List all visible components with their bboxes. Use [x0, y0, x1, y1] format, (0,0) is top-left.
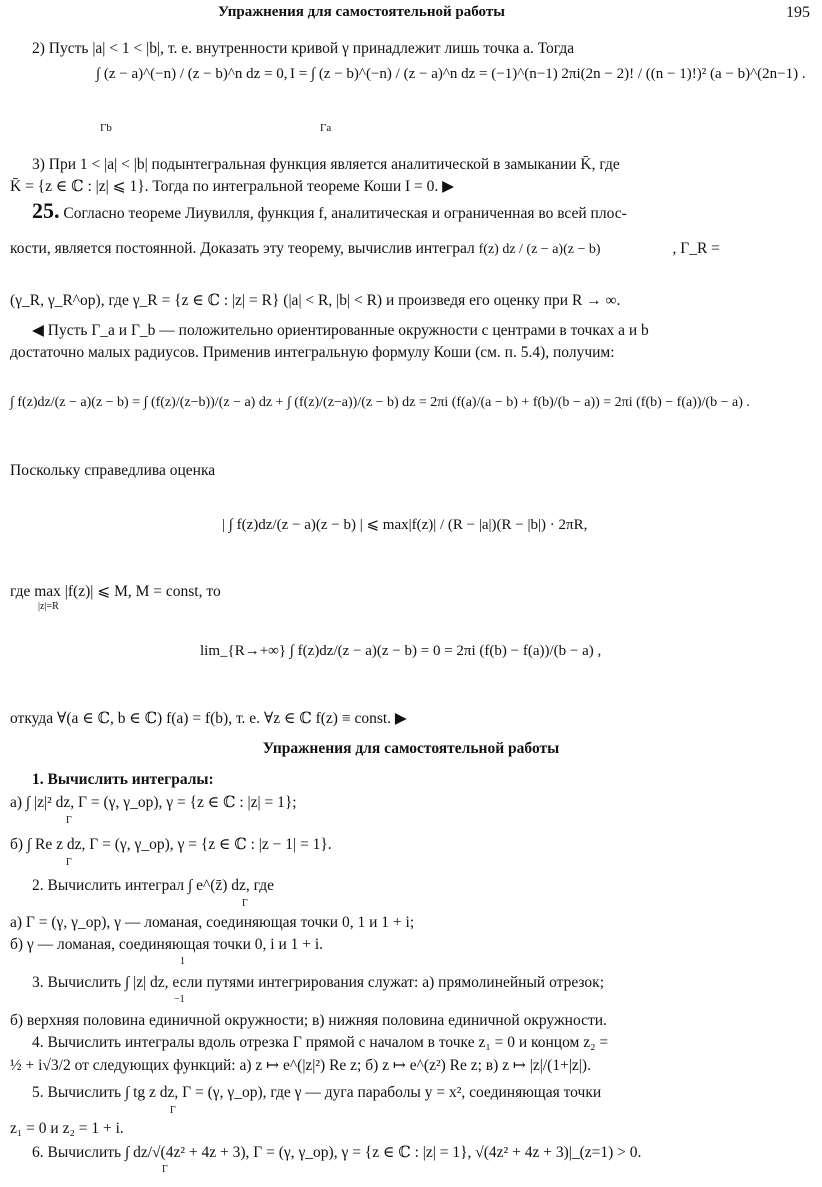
exercise-1b: б) ∫ Re z dz, Γ = (γ, γ_op), γ = {z ∈ ℂ : |z − 1| = 1}.: [10, 836, 332, 853]
exercise-2: 2. Вычислить интеграл ∫ e^(z̄) dz, где: [32, 877, 275, 894]
text-line-3: 3) При 1 < |a| < |b| подынтегральная функция является аналитической в замыкании K̄, где: [32, 156, 620, 173]
exercise-3b: б) верхняя половина единичной окружности; в) нижняя половина единичной окружности.: [10, 1012, 607, 1029]
problem-25-text-a: Согласно теореме Лиувилля, функция f, аналитическая и ограниченная во всей плос-: [63, 205, 627, 222]
proof-line-2: достаточно малых радиусов. Применив интегральную формулу Коши (см. п. 5.4), получим:: [10, 344, 615, 361]
exercise-1a: а) ∫ |z|² dz, Γ = (γ, γ_op), γ = {z ∈ ℂ : |z| = 1};: [10, 794, 297, 811]
where-text: где max |f(z)| ⩽ M, M = const, то: [10, 583, 221, 600]
exercise-2b: б) γ — ломаная, соединяющая точки 0, i и 1 + i.: [10, 936, 324, 953]
formula-1a-text: ∫ (z − a)^(−n) / (z − b)^n dz = 0,: [96, 66, 288, 82]
proof-line-1: ◀ Пусть Γ_a и Γ_b — положительно ориентированные окружности с центрами в точках a и b: [32, 322, 649, 339]
problem-25-line-3: (γ_R, γ_R^op), где γ_R = {z ∈ ℂ : |z| = R} (|a| < R, |b| < R) и произведя его оценку при R → ∞.: [10, 292, 621, 309]
exercises-title: Упражнения для самостоятельной работы: [262, 740, 560, 757]
cauchy-formula: ∫ f(z)dz/(z − a)(z − b) = ∫ (f(z)/(z−b))/(z − a) dz + ∫ (f(z)/(z−a))/(z − b) dz = 2πi (f(a)/(a − b) + f(b)/(b − a)) = 2πi (f(b) − f(a))/(b − a) .: [10, 395, 750, 410]
exercise-6: 6. Вычислить ∫ dz/√(4z² + 4z + 3), Γ = (γ, γ_op), γ = {z ∈ ℂ : |z| = 1}, √(4z² + 4z + 3)|_(z=1) > 0.: [32, 1144, 642, 1161]
formula-1a: [96, 66, 288, 134]
exercise-5-sub: Γ: [170, 1105, 176, 1116]
formula-1b-text: I = ∫ (z − b)^(−n) / (z − a)^n dz = (−1)^(n−1) 2πi(2n − 2)! / ((n − 1)!)² (a − b)^(2n−1) .: [290, 66, 806, 82]
problem-25-line-2: [10, 240, 720, 259]
exercise-3-upper: 1: [180, 956, 185, 967]
exercise-3: 3. Вычислить ∫ |z| dz, если путями интегрирования служат: а) прямолинейный отрезок;: [32, 974, 605, 991]
text-line-4: K̄ = {z ∈ ℂ : |z| ⩽ 1}. Тогда по интегральной теореме Коши I = 0. ▶: [10, 178, 455, 195]
exercise-1-text: 1. Вычислить интегралы:: [32, 771, 214, 788]
problem-25-integral: [479, 240, 669, 259]
conclusion-line: откуда ∀(a ∈ ℂ, b ∈ ℂ) f(a) = f(b), т. е. ∀z ∈ ℂ f(z) ≡ const. ▶: [10, 710, 407, 727]
exercise-2-sub: Γ: [242, 898, 248, 909]
exercise-4b: ½ + i√3/2 от следующих функций: а) z ↦ e^(|z|²) Re z; б) z ↦ e^(z²) Re z; в) z ↦ |z|/(1+|z|).: [10, 1057, 591, 1074]
exercise-5b: z₁ = 0 и z₂ = 1 + i.: [10, 1120, 124, 1137]
problem-25-text-b-tail: , Γ_R =: [672, 240, 720, 257]
formula-1b: [290, 66, 806, 134]
exercise-1b-sub: Γ: [66, 857, 72, 868]
formula-1a-sub: Γb: [100, 122, 112, 134]
problem-25-line-1: [32, 198, 627, 223]
estimate-intro: Поскольку справедлива оценка: [10, 462, 216, 479]
problem-25-integral-text: f(z) dz / (z − a)(z − b): [478, 242, 601, 257]
running-title: Упражнения для самостоятельной работы: [218, 4, 505, 20]
text-line-1: 2) Пусть |a| < 1 < |b|, т. е. внутренности кривой γ принадлежит лишь точка a. Тогда: [32, 40, 575, 57]
page-number: 195: [786, 4, 810, 21]
where-line: [10, 583, 221, 601]
exercise-1a-sub: Γ: [66, 815, 72, 826]
formula-1b-sub: Γa: [320, 122, 332, 134]
exercise-4a: 4. Вычислить интегралы вдоль отрезка Γ прямой с началом в точке z₁ = 0 и концом z₂ =: [32, 1034, 609, 1051]
problem-25-text-b: кости, является постоянной. Доказать эту теорему, вычислив интеграл: [10, 240, 475, 257]
exercise-3-lower: −1: [174, 994, 185, 1005]
exercise-1: [32, 771, 214, 789]
exercise-5a: 5. Вычислить ∫ tg z dz, Γ = (γ, γ_op), где γ — дуга параболы y = x², соединяющая точки: [32, 1084, 602, 1101]
estimate-formula: | ∫ f(z)dz/(z − a)(z − b) | ⩽ max|f(z)| / (R − |a|)(R − |b|) · 2πR,: [222, 517, 588, 533]
exercise-6-sub: Γ: [162, 1164, 168, 1175]
page-header: [0, 4, 822, 28]
exercise-2a: а) Γ = (γ, γ_op), γ — ломаная, соединяющая точки 0, 1 и 1 + i;: [10, 914, 415, 931]
problem-25-number: 25.: [32, 198, 60, 223]
where-sub: |z|=R: [38, 601, 59, 612]
limit-formula: lim_{R→+∞} ∫ f(z)dz/(z − a)(z − b) = 0 = 2πi (f(b) − f(a))/(b − a) ,: [200, 643, 602, 659]
